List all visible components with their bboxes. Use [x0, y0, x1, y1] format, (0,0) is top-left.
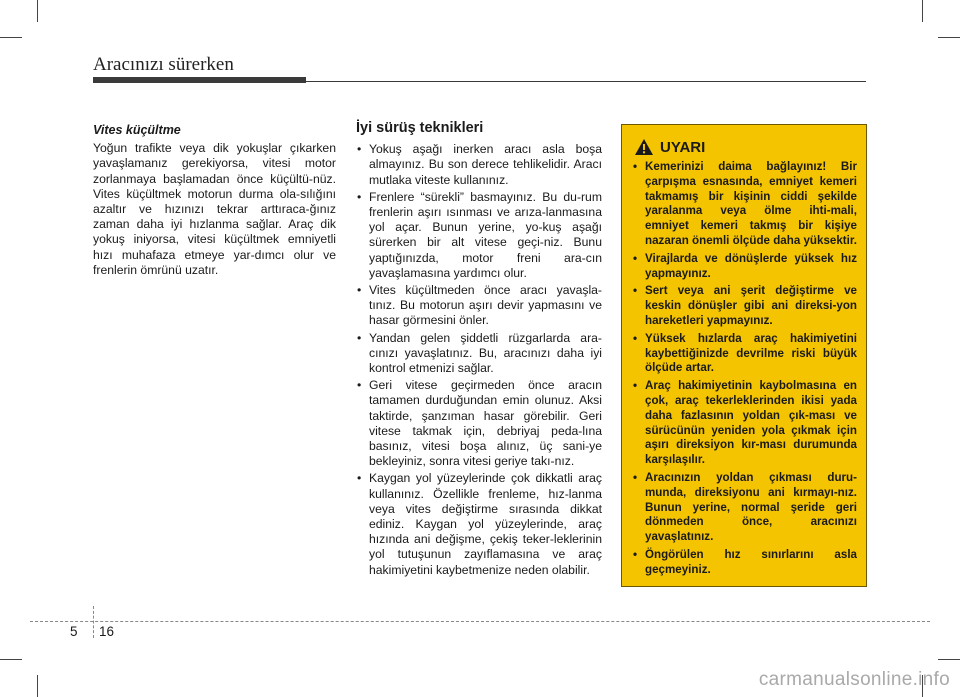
footer-rule	[30, 621, 930, 622]
crop-mark	[0, 659, 22, 660]
warning-list	[630, 160, 857, 578]
downshift-subheading: Vites küçültme	[93, 123, 181, 137]
watermark: carmanualsonline.info	[758, 669, 950, 690]
list-item: • Yandan gelen şiddetli rüzgarlarda ara-cınızı yavaşlatınız. Bu, aracınızı daha iyi kontrol etmenizi sağlar.	[356, 331, 602, 377]
middle-column	[356, 121, 602, 580]
warning-title: UYARI	[660, 138, 706, 156]
page-header-title: Aracınızı sürerken	[93, 54, 234, 75]
list-item: • Virajlarda ve dönüşlerde yüksek hız yapmayınız.	[630, 252, 857, 282]
crop-mark	[938, 659, 960, 660]
driving-tips-list	[356, 142, 602, 578]
warning-triangle-icon	[634, 138, 654, 156]
list-item: • Araç hakimiyetinin kaybolmasına en çok, araç tekerleklerinden ikisi yada daha fazlasının yoldan çık-ması ve sürücünün yeniden yola çıkmak için aşırı direksiyon kır-ması durumunda karşılaşılır.	[630, 379, 857, 468]
list-item: • Kemerinizi daima bağlayınız! Bir çarpışma esnasında, emniyet kemeri takmamış bir kişinin ciddi şekilde yaralanma veya ölme ihti-mali, emniyet kemeri takmış bir kişiye nazaran önemli ölçüde daha yüksektir.	[630, 160, 857, 249]
list-item: • Yüksek hızlarda araç hakimiyetini kaybettiğinizde devrilme riski büyük ölçüde artar.	[630, 332, 857, 376]
header-rule-thin	[306, 81, 866, 82]
list-item: • Frenlere “sürekli” basmayınız. Bu du-rum frenlerin aşırı ısınması ve arıza-lanmasına yol açar. Bunun yerine, yo-kuş aşağı sürerken bir alt vitese geçi-niz. Bunu yaptığınızda, motor freni ara-cın yavaşlamasına yardımcı olur.	[356, 190, 602, 281]
page-number: 16	[99, 624, 115, 639]
warning-box	[621, 124, 867, 587]
list-item: • Sert veya ani şerit değiştirme ve keskin dönüşler gibi ani direksi-yon hareketleri yapmayınız.	[630, 284, 857, 328]
list-item: • Aracınızın yoldan çıkması duru-munda, direksiyonu ani kırmayı-nız. Bunun yerine, normal şeride geri dönmeden önce, aracınızı yavaşlatınız.	[630, 471, 857, 545]
left-column	[93, 123, 336, 278]
crop-mark	[0, 37, 22, 38]
downshift-paragraph: Yoğun trafikte veya dik yokuşlar çıkarken yavaşlamanız gerekiyorsa, vitesi motor zorlanmaya başlamadan önce küçültü-nüz. Vites küçültmek motorun durma ola-sılığını azaltır ve hızınızı tekrar arttıraca-ğınız zaman daha iyi hızlanma sağlar. Araç dik yokuş iniyorsa, vitesi küçültmek emniyetli hızı muhafaza etmeye yar-dımcı olur ve frenlerin ömrünü uzatır.	[93, 141, 336, 277]
crop-mark	[938, 37, 960, 38]
footer-divider	[93, 606, 94, 638]
list-item: • Vites küçültmeden önce aracı yavaşla-tınız. Bu motorun aşırı devir yapmasını ve hasar görmesini önler.	[356, 283, 602, 329]
driving-tips-heading: İyi sürüş teknikleri	[356, 120, 484, 136]
warning-header	[630, 138, 857, 156]
crop-mark	[922, 0, 923, 22]
crop-mark	[37, 675, 38, 697]
list-item: • Yokuş aşağı inerken aracı asla boşa almayınız. Bu son derece tehlikelidir. Aracı mutlaka viteste kullanınız.	[356, 142, 602, 188]
list-item: • Öngörülen hız sınırlarını asla geçmeyiniz.	[630, 548, 857, 578]
crop-mark	[37, 0, 38, 22]
header-rule-thick	[93, 77, 306, 83]
list-item: • Kaygan yol yüzeylerinde çok dikkatli araç kullanınız. Özellikle frenleme, hız-lanma veya vites değiştirme sırasında dikkat ediniz. Kaygan yol yüzeylerinde, araç hızında ani değişme, çekiş teker-leklerinin yol tutuşunun zayıflamasına ve araç hakimiyetini kaybetmenize neden olabilir.	[356, 471, 602, 577]
chapter-number: 5	[70, 624, 78, 639]
list-item: • Geri vitese geçirmeden önce aracın tamamen durduğundan emin olunuz. Aksi taktirde, şanzıman hasar görebilir. Geri vitese takmak için, debriyaj peda-lına basınız, vitesi boşa alınız, üç sani-ye bekleyiniz, sonra vitesi geriye takı-nız.	[356, 378, 602, 469]
